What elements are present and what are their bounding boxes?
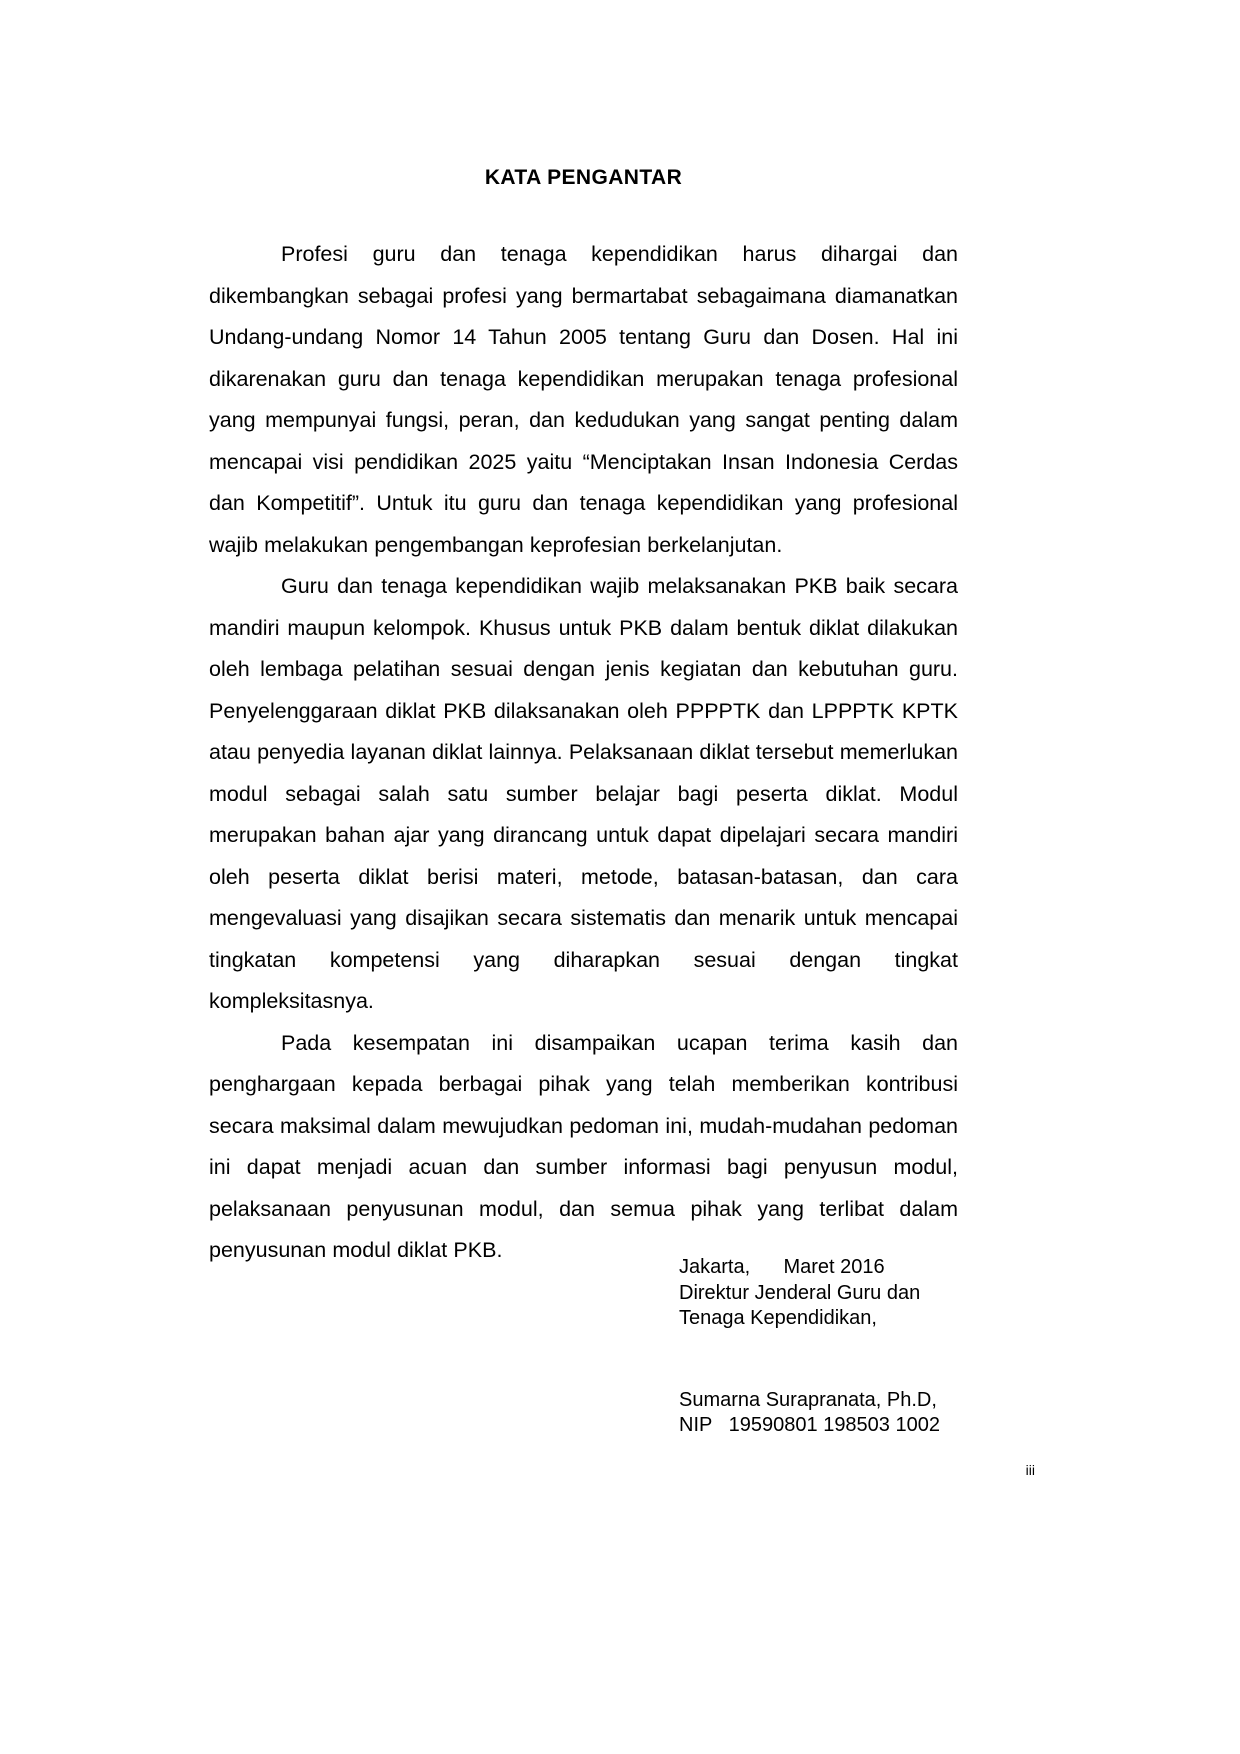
signature-name: Sumarna Surapranata, Ph.D, — [679, 1388, 937, 1411]
document-content — [209, 165, 958, 1272]
paragraph-2: Guru dan tenaga kependidikan wajib melaksanakan PKB baik secara mandiri maupun kelompok. Khusus untuk PKB dalam bentuk diklat dilakukan oleh lembaga pelatihan sesuai dengan jenis kegiatan dan kebutuhan guru. Penyelenggaraan diklat PKB dilaksanakan oleh PPPPTK dan LPPPTK KPTK atau penyedia layanan diklat lainnya. Pelaksanaan diklat tersebut memerlukan modul sebagai salah satu sumber belajar bagi peserta diklat. Modul merupakan bahan ajar yang dirancang untuk dapat dipelajari secara mandiri oleh peserta diklat berisi materi, metode, batasan-batasan, dan cara mengevaluasi yang disajikan secara sistematis dan menarik untuk mencapai tingkatan kompetensi yang diharapkan sesuai dengan tingkat kompleksitasnya. — [209, 574, 958, 1014]
signature-block — [679, 1255, 979, 1439]
signature-position-line-1: Direktur Jenderal Guru dan — [679, 1281, 921, 1304]
signature-space — [679, 1332, 979, 1388]
page-title: KATA PENGANTAR — [484, 166, 683, 189]
paragraph-3: Pada kesempatan ini disampaikan ucapan terima kasih dan penghargaan kepada berbagai pihak yang telah memberikan kontribusi secara maksimal dalam mewujudkan pedoman ini, mudah-mudahan pedoman ini dapat menjadi acuan dan sumber informasi bagi penyusun modul, pelaksanaan penyusunan modul, dan semua pihak yang terlibat dalam penyusunan modul diklat PKB. — [209, 1030, 958, 1263]
signature-nip: NIP 19590801 198503 1002 — [679, 1414, 940, 1436]
signature-position-line-2: Tenaga Kependidikan, — [679, 1307, 877, 1329]
signature-place-date: Jakarta, Maret 2016 — [679, 1256, 885, 1278]
page-number: iii — [1025, 1462, 1035, 1478]
paragraph-1: Profesi guru dan tenaga kependidikan harus dihargai dan dikembangkan sebagai profesi yang bermartabat sebagaimana diamanatkan Undang-undang Nomor 14 Tahun 2005 tentang Guru dan Dosen. Hal ini dikarenakan guru dan tenaga kependidikan merupakan tenaga profesional yang mempunyai fungsi, peran, dan kedudukan yang sangat penting dalam mencapai visi pendidikan 2025 yaitu “Menciptakan Insan Indonesia Cerdas dan Kompetitif”. Untuk itu guru dan tenaga kependidikan yang profesional wajib melakukan pengembangan keprofesian berkelanjutan. — [209, 242, 958, 557]
